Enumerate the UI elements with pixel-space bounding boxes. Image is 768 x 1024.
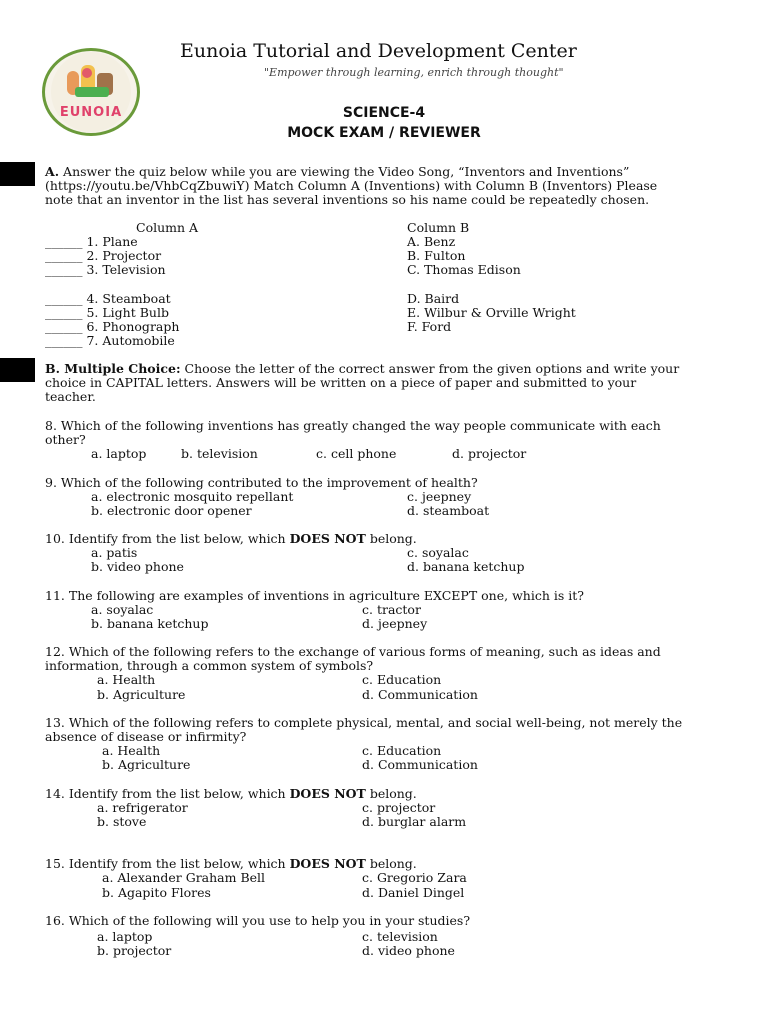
column-b-item: D. Baird xyxy=(407,291,460,306)
question-13-stem: 13. Which of the following refers to complete physical, mental, and social well-being, not merely the xyxy=(45,715,683,730)
question-13-option-b: b. Agriculture xyxy=(102,757,191,772)
column-b-item: F. Ford xyxy=(407,319,452,334)
question-13-option-c: c. Education xyxy=(362,743,442,758)
question-11-stem: 11. The following are examples of inventions in agriculture EXCEPT one, which is it? xyxy=(45,588,584,603)
column-a-item: ______ 4. Steamboat xyxy=(45,291,171,306)
question-10-option-c: c. soyalac xyxy=(407,545,469,560)
subject-title: SCIENCE-4 xyxy=(342,105,426,121)
exam-title: MOCK EXAM / REVIEWER xyxy=(287,125,481,141)
question-16-option-a: a. laptop xyxy=(97,929,153,944)
tagline: "Empower through learning, enrich through thought" xyxy=(264,66,564,79)
question-14-text-end: belong. xyxy=(365,786,417,801)
question-12-option-d: d. Communication xyxy=(362,687,478,702)
eunoia-logo xyxy=(42,48,140,136)
question-14-emphasis: DOES NOT xyxy=(289,786,366,801)
column-b-item: B. Fulton xyxy=(407,248,466,263)
question-8-option-d: d. projector xyxy=(452,446,527,461)
question-15-text-end: belong. xyxy=(365,856,417,871)
question-13-stem-cont: absence of disease or infirmity? xyxy=(45,729,247,744)
section-b-marker xyxy=(0,358,35,382)
question-14-text: 14. Identify from the list below, which xyxy=(45,786,290,801)
question-14-option-b: b. stove xyxy=(97,814,147,829)
question-10-stem xyxy=(45,532,417,546)
question-14-stem xyxy=(45,787,417,801)
question-13-option-d: d. Communication xyxy=(362,757,478,772)
column-a-item: ______ 6. Phonograph xyxy=(45,319,180,334)
question-10-option-d: d. banana ketchup xyxy=(407,559,525,574)
question-15-option-b: b. Agapito Flores xyxy=(102,885,211,900)
question-12-option-a: a. Health xyxy=(97,672,156,687)
question-8-option-b: b. television xyxy=(181,446,258,461)
column-a-header: Column A xyxy=(136,220,199,235)
section-a-letter: A. xyxy=(45,164,60,179)
section-a-intro-line1 xyxy=(45,165,629,179)
question-8-option-a: a. laptop xyxy=(91,446,147,461)
column-a-item: ______ 3. Television xyxy=(45,262,166,277)
question-15-option-c: c. Gregorio Zara xyxy=(362,870,467,885)
section-b-title: B. Multiple Choice: xyxy=(45,361,181,376)
question-12-option-b: b. Agriculture xyxy=(97,687,186,702)
question-14-option-c: c. projector xyxy=(362,800,436,815)
question-9-option-d: d. steamboat xyxy=(407,503,490,518)
question-9-option-c: c. jeepney xyxy=(407,489,472,504)
organization-name: Eunoia Tutorial and Development Center xyxy=(180,40,577,62)
question-9-option-b: b. electronic door opener xyxy=(91,503,252,518)
question-11-option-d: d. jeepney xyxy=(362,616,428,631)
question-16-option-b: b. projector xyxy=(97,943,172,958)
column-a-item: ______ 1. Plane xyxy=(45,234,138,249)
question-10-text: 10. Identify from the list below, which xyxy=(45,531,290,546)
section-b-intro-line3: teacher. xyxy=(45,389,96,404)
column-a-item: ______ 2. Projector xyxy=(45,248,162,263)
column-b-item: A. Benz xyxy=(407,234,456,249)
question-9-option-a: a. electronic mosquito repellant xyxy=(91,489,294,504)
question-12-option-c: c. Education xyxy=(362,672,442,687)
question-11-option-c: c. tractor xyxy=(362,602,421,617)
column-a-item: ______ 5. Light Bulb xyxy=(45,305,169,320)
column-b-item: E. Wilbur & Orville Wright xyxy=(407,305,576,320)
question-10-option-b: b. video phone xyxy=(91,559,184,574)
column-a-item: ______ 7. Automobile xyxy=(45,333,175,348)
question-16-stem: 16. Which of the following will you use to help you in your studies? xyxy=(45,913,471,928)
question-11-option-a: a. soyalac xyxy=(91,602,154,617)
question-8-option-c: c. cell phone xyxy=(316,446,397,461)
question-10-emphasis: DOES NOT xyxy=(289,531,366,546)
question-11-option-b: b. banana ketchup xyxy=(91,616,209,631)
question-14-option-d: d. burglar alarm xyxy=(362,814,467,829)
question-15-stem xyxy=(45,857,417,871)
section-b-intro-line1 xyxy=(45,362,679,376)
question-15-option-a: a. Alexander Graham Bell xyxy=(102,870,266,885)
column-b-item: C. Thomas Edison xyxy=(407,262,521,277)
section-a-marker xyxy=(0,162,35,186)
question-15-option-d: d. Daniel Dingel xyxy=(362,885,465,900)
question-15-emphasis: DOES NOT xyxy=(289,856,366,871)
section-a-intro-line2: (https://youtu.be/VhbCqZbuwiY) Match Column A (Inventions) with Column B (Inventors) Please xyxy=(45,178,658,193)
question-14-option-a: a. refrigerator xyxy=(97,800,188,815)
question-12-stem-cont: information, through a common system of symbols? xyxy=(45,658,374,673)
question-8-stem-cont: other? xyxy=(45,432,86,447)
question-16-option-d: d. video phone xyxy=(362,943,455,958)
logo-text: EUNOIA xyxy=(59,105,123,120)
question-10-option-a: a. patis xyxy=(91,545,138,560)
column-b-header: Column B xyxy=(407,220,470,235)
question-15-text: 15. Identify from the list below, which xyxy=(45,856,290,871)
section-a-intro-text: Answer the quiz below while you are viewing the Video Song, “Inventors and Inventions” xyxy=(59,164,630,179)
section-a-intro-line3: note that an inventor in the list has several inventions so his name could be repeatedly chosen. xyxy=(45,192,650,207)
question-12-stem: 12. Which of the following refers to the exchange of various forms of meaning, such as ideas and xyxy=(45,644,661,659)
question-10-text-end: belong. xyxy=(365,531,417,546)
section-b-intro-text: Choose the letter of the correct answer from the given options and write your xyxy=(180,361,680,376)
question-8-stem: 8. Which of the following inventions has greatly changed the way people communicate with each xyxy=(45,418,661,433)
section-b-intro-line2: choice in CAPITAL letters. Answers will be written on a piece of paper and submitted to your xyxy=(45,375,637,390)
question-13-option-a: a. Health xyxy=(102,743,161,758)
question-16-option-c: c. television xyxy=(362,929,438,944)
question-9-stem: 9. Which of the following contributed to the improvement of health? xyxy=(45,475,478,490)
